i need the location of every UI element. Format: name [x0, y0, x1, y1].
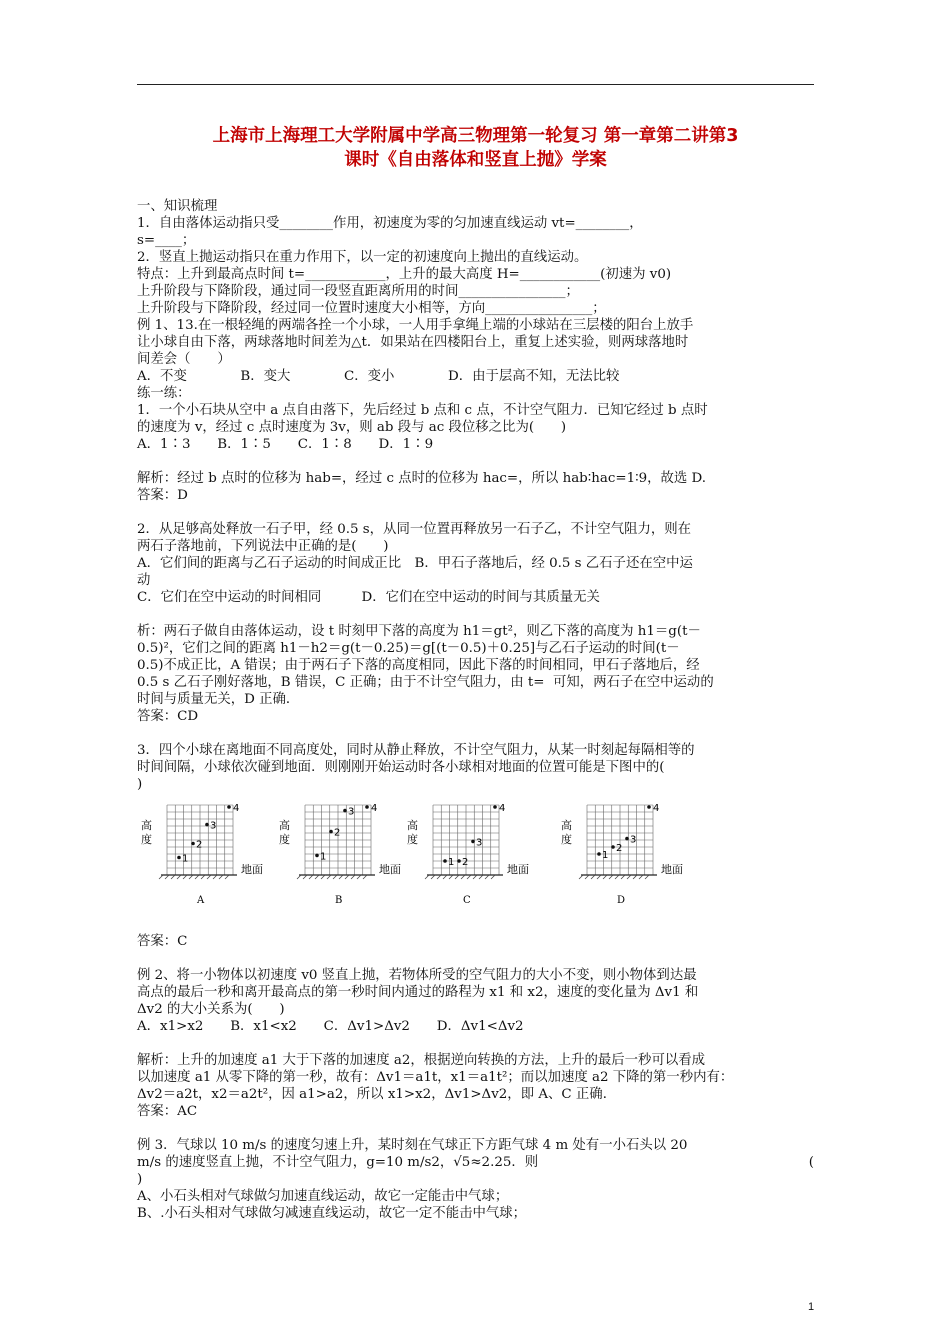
analysis-line: Δv2＝a2t，x2＝a2t²，因 a1>a2，所以 x1>x2，Δv1>Δv2，即 A、C 正确．	[137, 1087, 617, 1102]
text-line: )	[137, 777, 143, 792]
text-span: m/s 的速度竖直上抛，不计空气阻力，g=10 m/s2，√5≈2.25．则	[137, 1155, 539, 1170]
ball-4	[493, 805, 497, 809]
text-line: 两石子落地前，下列说法中正确的是( )	[137, 539, 389, 554]
ball-label-3: 3	[210, 820, 217, 832]
text-line: 让小球自由下落，两球落地时间差为△t．如果站在四楼阳台上，重复上述实验，则两球落地时	[137, 335, 689, 350]
ball-label-3: 3	[348, 806, 355, 818]
options-line: A．不变 B．变大 C．变小 D．由于层高不知，无法比较	[137, 369, 620, 384]
ball-label-2: 2	[462, 857, 469, 868]
ground-label: 地面	[379, 863, 401, 876]
document-body	[137, 198, 814, 1222]
answer-line: 答案：C	[137, 934, 188, 949]
figure-panel	[403, 801, 553, 913]
header-rule	[137, 84, 814, 85]
ball-1	[315, 854, 319, 858]
analysis-line: 0.5)²，它们之间的距离 h1－h2＝g(t－0.25)＝g[(t－0.5)＋0.25]与乙石子运动的时间(t－	[137, 641, 680, 656]
title-line-2: 课时《自由落体和竖直上抛》学案	[344, 150, 607, 170]
ball-label-1: 1	[448, 857, 455, 868]
ball-label-1: 1	[602, 850, 609, 861]
text-line: )	[137, 1172, 143, 1187]
ball-1	[177, 856, 181, 860]
text-line: 例 1、13.在一根轻绳的两端各拴一个小球，一人用手拿绳上端的小球站在三层楼的阳台上放手	[137, 318, 694, 333]
text-line: 例 3．气球以 10 m/s 的速度匀速上升，某时刻在气球正下方距气球 4 m 处有一小石头以 20	[137, 1138, 688, 1153]
option-line: B、.小石头相对气球做匀减速直线运动，故它一定不能击中气球；	[137, 1206, 527, 1221]
text-line: 上升阶段与下降阶段，通过同一段竖直距离所用的时间________________；	[137, 284, 579, 299]
ball-label-3: 3	[630, 834, 637, 846]
ball-4	[227, 805, 231, 809]
text-line: 练一练：	[137, 386, 191, 401]
ball-label-1: 1	[320, 851, 327, 863]
text-line: 特点：上升到最高点时间 t=____________，上升的最大高度 H=____________(初速为 v0)	[137, 267, 672, 282]
text-line: 例 2、将一小物体以初速度 v0 竖直上抛，若物体所受的空气阻力的大小不变，则小物体到达最	[137, 968, 697, 983]
analysis-line: 析：两石子做自由落体运动，设 t 时刻甲下落的高度为 h1＝gt²，则乙下落的高度为 h1＝g(t－	[137, 624, 701, 639]
text-line: 时间间隔，小球依次碰到地面．则刚刚开始运动时各小球相对地面的位置可能是下图中的(	[137, 760, 665, 775]
document-title	[137, 124, 814, 172]
answer-line: 答案：AC	[137, 1104, 198, 1119]
ball-label-4: 4	[499, 803, 506, 814]
text-line	[137, 1154, 814, 1171]
ball-label-2: 2	[334, 827, 341, 839]
height-axis-label: 度	[561, 833, 572, 846]
analysis-line: 0.5)不成正比，A 错误；由于两石子下落的高度相同，因此下落的时间相同，甲石子落地后，经	[137, 658, 700, 673]
ball-2	[329, 830, 333, 834]
page-number: 1	[808, 1301, 815, 1313]
ball-1	[443, 859, 447, 863]
ball-3	[343, 809, 347, 813]
text-line: 1．一个小石块从空中 a 点自由落下，先后经过 b 点和 c 点，不计空气阻力．已知它经过 b 点时	[137, 403, 708, 418]
text-line: 2．竖直上抛运动指只在重力作用下，以一定的初速度向上抛出的直线运动。	[137, 250, 588, 265]
text-line: 1．自由落体运动指只受________作用，初速度为零的匀加速直线运动 vt=________，	[137, 216, 643, 231]
ball-2	[457, 859, 461, 863]
panel-label: D	[617, 895, 626, 906]
height-axis-label: 高	[407, 819, 418, 832]
panel-label: A	[197, 895, 205, 906]
analysis-line: 解析：经过 b 点时的位移为 hab=，经过 c 点时的位移为 hac=，所以 hab∶hac=1∶9，故选 D.	[137, 471, 707, 486]
ground-label: 地面	[241, 863, 263, 876]
text-line: 3．四个小球在离地面不同高度处，同时从静止释放，不计空气阻力，从某一时刻起每隔相等的	[137, 743, 695, 758]
title-line-1: 上海市上海理工大学附属中学高三物理第一轮复习 第一章第二讲第3	[212, 126, 739, 146]
analysis-line: 解析：上升的加速度 a1 大于下落的加速度 a2，根据逆向转换的方法，上升的最后一秒可以看成	[137, 1053, 706, 1068]
text-line: 2．从足够高处释放一石子甲，经 0.5 s，从同一位置再释放另一石子乙，不计空气阻力，则在	[137, 522, 692, 537]
height-axis-label: 高	[561, 819, 572, 832]
analysis-line: 时间与质量无关，D 正确．	[137, 692, 300, 707]
ball-2	[191, 842, 195, 846]
ball-2	[611, 845, 615, 849]
answer-line: 答案：CD	[137, 709, 199, 724]
options-line: 动	[137, 573, 151, 588]
height-axis-label: 度	[141, 833, 152, 846]
ball-label-2: 2	[196, 839, 203, 851]
ball-1	[597, 852, 601, 856]
answer-line: 答案：D	[137, 488, 188, 503]
ball-label-3: 3	[476, 837, 483, 849]
text-line: Δv2 的大小关系为( )	[137, 1002, 285, 1017]
text-line: 高点的最后一秒和离开最高点的第一秒时间内通过的路程为 x1 和 x2，速度的变化量为 Δv1 和	[137, 985, 699, 1000]
options-line: A．它们间的距离与乙石子运动的时间成正比 B．甲石子落地后，经 0.5 s 乙石子还在空中运	[137, 556, 693, 571]
height-axis-label: 高	[141, 819, 152, 832]
analysis-line: 以加速度 a1 从零下降的第一秒，故有：Δv1＝a1t，x1＝a1t²；而以加速度 a2 下降的第一秒内有：	[137, 1070, 734, 1085]
ball-label-4: 4	[233, 803, 240, 814]
panel-label: B	[335, 895, 343, 906]
analysis-line: 0.5 s 乙石子刚好落地，B 错误，C 正确；由于不计空气阻力，由 t= 可知，两石子在空中运动的	[137, 675, 714, 690]
ball-label-2: 2	[616, 843, 623, 854]
ball-4	[365, 805, 369, 809]
ball-3	[471, 840, 475, 844]
height-axis-label: 高	[279, 819, 290, 832]
text-span: (	[808, 1155, 814, 1170]
ball-3	[625, 837, 629, 841]
text-line: s=____；	[137, 233, 196, 248]
text-line: 间差会（ ）	[137, 352, 231, 367]
options-line: A．x1>x2 B．x1<x2 C．Δv1>Δv2 D．Δv1<Δv2	[137, 1019, 524, 1034]
ground-label: 地面	[507, 863, 529, 876]
ball-label-1: 1	[182, 853, 189, 865]
ball-position-figures	[137, 801, 814, 919]
ground-label: 地面	[661, 863, 683, 876]
height-axis-label: 度	[407, 833, 418, 846]
ball-label-4: 4	[653, 803, 660, 814]
height-axis-label: 度	[279, 833, 290, 846]
options-line: C．它们在空中运动的时间相同 D．它们在空中运动的时间与其质量无关	[137, 590, 600, 605]
text-line: 的速度为 v，经过 c 点时速度为 3v，则 ab 段与 ac 段位移之比为( )	[137, 420, 567, 435]
ball-label-4: 4	[371, 803, 378, 814]
figure-panel	[557, 801, 707, 913]
option-line: A、小石头相对气球做匀加速直线运动，故它一定能击中气球；	[137, 1189, 509, 1204]
section-heading: 一、知识梳理	[137, 199, 218, 214]
text-line: 上升阶段与下降阶段，经过同一位置时速度大小相等，方向________________；	[137, 301, 606, 316]
options-line: A．1∶3 B．1∶5 C．1∶8 D．1∶9	[137, 437, 434, 452]
figure-panel	[137, 801, 287, 913]
ball-3	[205, 823, 209, 827]
panel-label: C	[463, 895, 471, 906]
ball-4	[647, 805, 651, 809]
